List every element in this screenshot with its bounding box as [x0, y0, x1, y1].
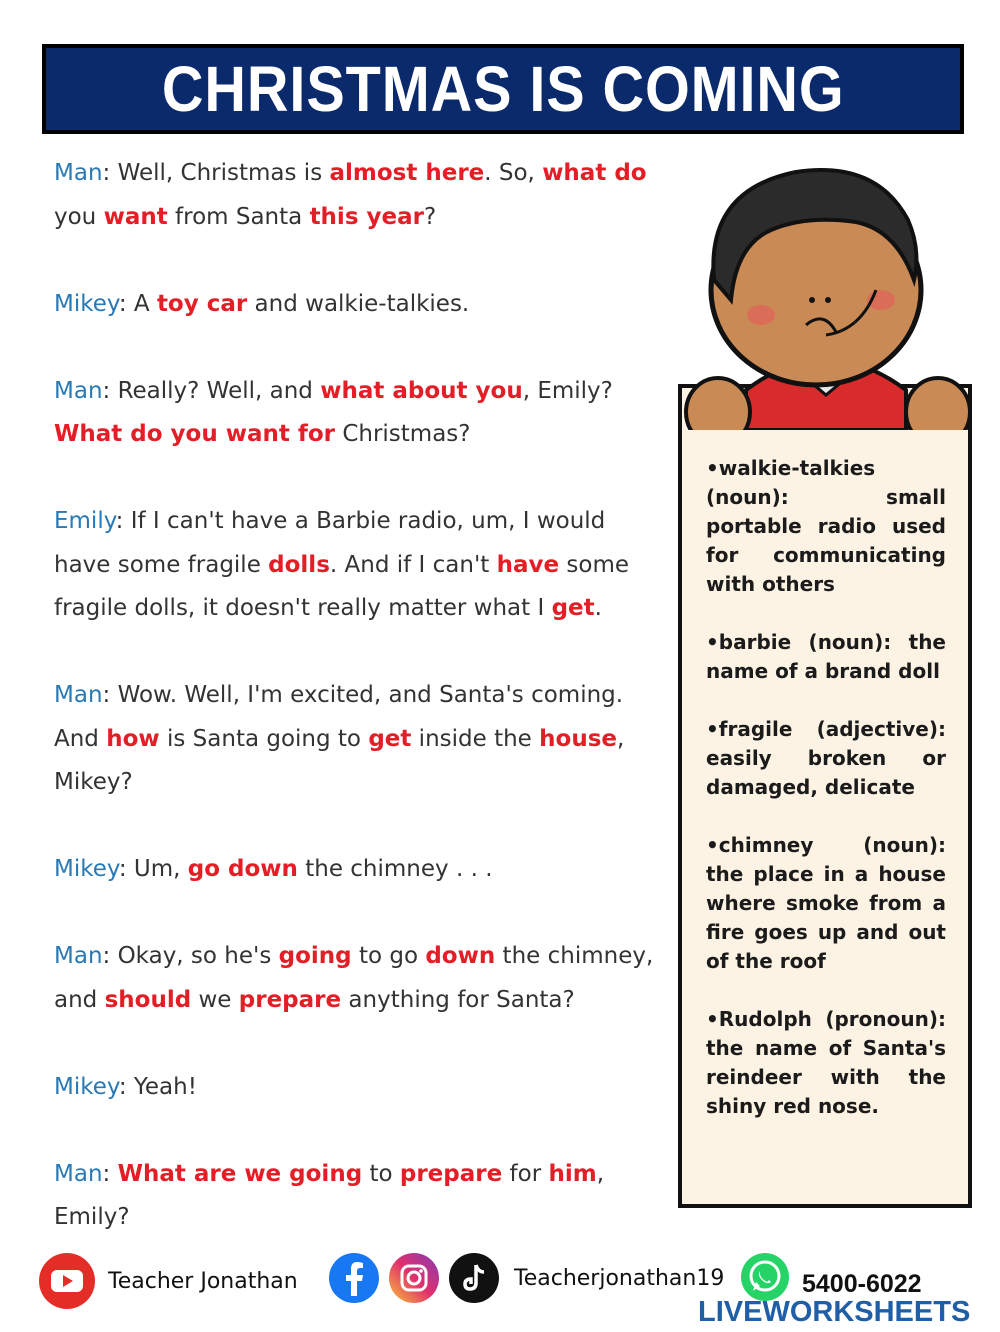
youtube-channel-name: Teacher Jonathan	[108, 1268, 298, 1294]
highlighted-phrase: have	[496, 551, 560, 578]
dialogue-paragraph	[54, 152, 654, 239]
highlighted-phrase: toy car	[156, 290, 248, 317]
dialogue-paragraph	[54, 283, 654, 327]
speaker-name: Man	[54, 943, 103, 969]
speaker-name: Man	[54, 377, 103, 404]
tiktok-icon[interactable]	[448, 1252, 500, 1304]
whatsapp-icon	[740, 1252, 790, 1302]
dialogue-text-segment: anything for Santa?	[341, 986, 575, 1013]
highlighted-phrase: what about you	[320, 377, 523, 404]
vocabulary-entry: •Rudolph (pronoun): the name of Santa's reindeer with the shiny red nose.	[706, 1007, 946, 1118]
social-icons	[328, 1252, 724, 1304]
dialogue-text-segment: : Um,	[118, 856, 188, 882]
speaker-name: Man	[54, 682, 103, 708]
dialogue-paragraph	[54, 1153, 654, 1240]
dialogue-text-segment: : Okay, so he's	[102, 943, 279, 969]
dialogue-text-segment: : Really? Well, and	[102, 377, 321, 404]
vocabulary-entry: •walkie-talkies (noun): small portable radio used for communicating with others	[706, 456, 946, 596]
dialogue-text-segment: : A	[118, 290, 157, 317]
dialogue-text	[54, 152, 654, 1283]
highlighted-phrase: him	[548, 1160, 597, 1187]
highlighted-phrase: get	[551, 595, 595, 621]
dialogue-text-segment: . And if I can't	[329, 551, 497, 578]
dialogue-text-segment: to	[362, 1160, 400, 1187]
dialogue-paragraph	[54, 848, 654, 892]
dialogue-text-segment: to go	[351, 943, 426, 969]
dialogue-text-segment: inside the	[411, 725, 540, 752]
speaker-name: Mikey	[54, 856, 119, 882]
dialogue-text-segment: : Yeah!	[118, 1073, 197, 1100]
highlighted-phrase: dolls	[268, 551, 330, 578]
dialogue-paragraph	[54, 370, 654, 457]
dialogue-text-segment: .	[594, 595, 602, 621]
highlighted-phrase: prepare	[399, 1160, 503, 1187]
dialogue-paragraph	[54, 1066, 654, 1110]
vocabulary-entry: •barbie (noun): the name of a brand doll	[706, 630, 946, 683]
title-banner	[42, 44, 964, 134]
dialogue-text-segment: . So,	[484, 160, 543, 186]
dialogue-text-segment: Christmas?	[335, 421, 471, 447]
highlighted-phrase: get	[368, 725, 412, 752]
page-title: CHRISTMAS IS COMING	[161, 53, 845, 125]
dialogue-text-segment: : Wow. Well, I'm excited, and Santa's coming. And	[54, 682, 624, 752]
vocabulary-entry: •fragile (adjective): easily broken or damaged, delicate	[706, 717, 946, 799]
highlighted-phrase: how	[106, 725, 160, 752]
youtube-icon	[38, 1252, 96, 1310]
highlighted-phrase: should	[104, 986, 192, 1013]
dialogue-text-segment: , Mikey?	[54, 725, 625, 795]
highlighted-phrase: what do	[542, 160, 647, 186]
instagram-icon[interactable]	[388, 1252, 440, 1304]
highlighted-phrase: down	[425, 943, 496, 969]
speaker-name: Mikey	[54, 290, 119, 317]
dialogue-text-segment: ?	[423, 203, 437, 230]
highlighted-phrase: going	[278, 943, 352, 969]
highlighted-phrase: house	[539, 725, 617, 752]
liveworksheets-watermark: LIVEWORKSHEETS	[698, 1296, 971, 1328]
highlighted-phrase: almost here	[329, 160, 485, 186]
dialogue-text-segment: :	[102, 1160, 118, 1187]
speaker-name: Mikey	[54, 1073, 119, 1100]
dialogue-text-segment: you	[54, 203, 104, 230]
dialogue-text-segment: and walkie-talkies.	[247, 290, 470, 317]
dialogue-text-segment: we	[191, 986, 239, 1013]
highlighted-phrase: What are we going	[117, 1160, 363, 1187]
dialogue-text-segment: : If I can't have a Barbie radio, um, I would have some fragile	[54, 508, 606, 578]
highlighted-phrase: go down	[187, 856, 298, 882]
highlighted-phrase: want	[103, 203, 168, 230]
highlighted-phrase: prepare	[238, 986, 342, 1013]
dialogue-text-segment: , Emily?	[522, 377, 613, 404]
dialogue-text-segment: , Emily?	[54, 1160, 605, 1230]
speaker-name: Man	[54, 160, 103, 186]
youtube-link[interactable]	[38, 1252, 298, 1310]
dialogue-text-segment: from Santa	[167, 203, 310, 230]
whatsapp-contact[interactable]	[740, 1252, 922, 1302]
vocabulary-list	[706, 454, 946, 1150]
dialogue-paragraph	[54, 935, 654, 1022]
dialogue-text-segment: : Well, Christmas is	[102, 160, 330, 186]
speaker-name: Emily	[54, 508, 116, 534]
facebook-icon[interactable]	[328, 1252, 380, 1304]
dialogue-text-segment: the chimney, and	[54, 943, 654, 1013]
vocabulary-entry: •chimney (noun): the place in a house where smoke from a fire goes up and out of the roof	[706, 833, 946, 973]
dialogue-text-segment: is Santa going to	[159, 725, 369, 752]
speaker-name: Man	[54, 1160, 103, 1187]
dialogue-text-segment: some fragile dolls, it doesn't really matter what I	[54, 551, 630, 621]
dialogue-paragraph	[54, 500, 654, 631]
dialogue-text-segment: the chimney . . .	[297, 856, 493, 882]
dialogue-paragraph	[54, 674, 654, 805]
phone-number: 5400-6022	[802, 1269, 922, 1298]
social-handle: Teacherjonathan19	[514, 1265, 725, 1291]
highlighted-phrase: What do you want for	[54, 421, 336, 447]
dialogue-text-segment: for	[502, 1160, 549, 1187]
boy-character-illustration	[676, 160, 976, 430]
highlighted-phrase: this year	[309, 203, 424, 230]
